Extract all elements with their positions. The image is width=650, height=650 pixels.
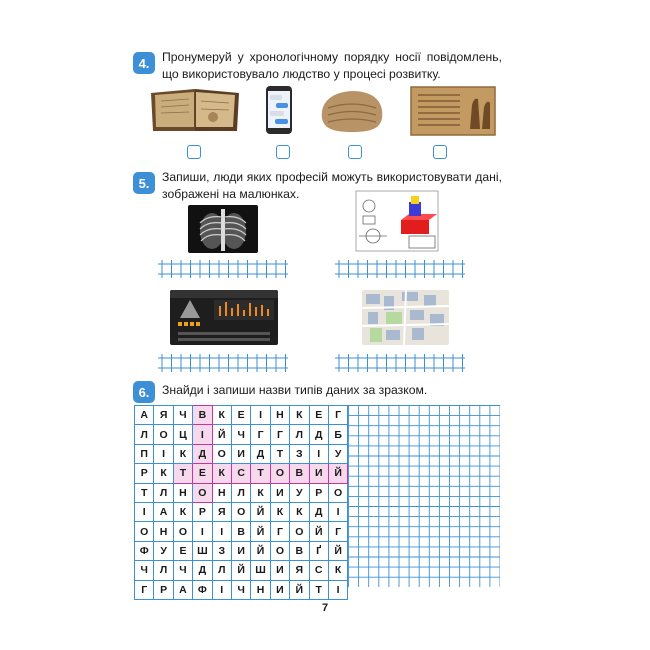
word-grid-cell: С bbox=[231, 464, 250, 483]
order-checkbox-4[interactable] bbox=[433, 145, 447, 159]
word-grid-cell: Й bbox=[328, 541, 347, 560]
word-grid-cell: Й bbox=[309, 522, 328, 541]
word-grid-cell: З bbox=[290, 444, 309, 463]
word-grid-cell: Г bbox=[270, 522, 289, 541]
word-grid-cell: И bbox=[231, 541, 250, 560]
word-grid-cell: Й bbox=[212, 425, 231, 444]
word-grid-cell: Д bbox=[309, 425, 328, 444]
word-grid-cell: Р bbox=[135, 464, 154, 483]
word-grid-cell: Ф bbox=[135, 541, 154, 560]
clay-tablet-image bbox=[318, 88, 386, 134]
word-grid-row bbox=[135, 580, 348, 599]
page-number: 7 bbox=[321, 602, 329, 614]
word-grid-cell: І bbox=[328, 502, 347, 521]
word-grid-cell: Т bbox=[309, 580, 328, 599]
x-ray-image bbox=[188, 205, 258, 253]
word-grid-cell: К bbox=[154, 464, 173, 483]
word-grid-cell: І bbox=[212, 580, 231, 599]
word-grid-cell: И bbox=[309, 464, 328, 483]
word-grid-cell: О bbox=[290, 522, 309, 541]
word-grid-cell: Д bbox=[193, 561, 212, 580]
word-grid-cell: Г bbox=[270, 425, 289, 444]
word-grid-cell: Д bbox=[251, 444, 270, 463]
word-grid-cell: А bbox=[135, 406, 154, 425]
word-grid-cell: Я bbox=[212, 502, 231, 521]
word-grid-cell: Л bbox=[154, 561, 173, 580]
word-grid-cell: Т bbox=[251, 464, 270, 483]
word-grid-cell: Г bbox=[251, 425, 270, 444]
word-grid-cell: У bbox=[154, 541, 173, 560]
task-4-text: Пронумеруй у хронологічному порядку носії повідомлень, що використовувало людство у процесі розвитку. bbox=[162, 50, 502, 81]
word-grid-cell: Д bbox=[193, 444, 212, 463]
word-grid-cell: Ч bbox=[231, 580, 250, 599]
task-5-text: Запиши, люди яких професій можуть використовувати дані, зображені на малюнках. bbox=[162, 170, 502, 201]
answer-strip-2[interactable] bbox=[335, 260, 465, 278]
word-grid-cell: Ч bbox=[135, 561, 154, 580]
word-grid-cell: А bbox=[173, 580, 192, 599]
word-grid-cell: І bbox=[135, 502, 154, 521]
word-grid-cell: К bbox=[251, 483, 270, 502]
word-grid-cell: С bbox=[309, 561, 328, 580]
word-grid-cell: Й bbox=[251, 541, 270, 560]
word-grid-row bbox=[135, 502, 348, 521]
word-grid-cell: Е bbox=[193, 464, 212, 483]
word-grid-cell: Е bbox=[309, 406, 328, 425]
word-grid-row bbox=[135, 464, 348, 483]
word-grid-cell: К bbox=[290, 502, 309, 521]
word-grid-cell: Й bbox=[231, 561, 250, 580]
word-grid-cell: О bbox=[270, 464, 289, 483]
order-checkbox-2[interactable] bbox=[276, 145, 290, 159]
word-grid-cell: Л bbox=[290, 425, 309, 444]
word-grid-cell: И bbox=[231, 444, 250, 463]
word-grid-cell: Т bbox=[135, 483, 154, 502]
word-grid-cell: Е bbox=[231, 406, 250, 425]
word-grid-cell: Б bbox=[328, 425, 347, 444]
word-grid-cell: Р bbox=[309, 483, 328, 502]
word-grid-cell: К bbox=[328, 561, 347, 580]
word-grid-cell: Ш bbox=[251, 561, 270, 580]
word-grid-cell: Н bbox=[173, 483, 192, 502]
word-grid-cell: Ф bbox=[193, 580, 212, 599]
word-grid-cell: В bbox=[290, 464, 309, 483]
word-grid-cell: В bbox=[290, 541, 309, 560]
word-grid-cell: І bbox=[193, 522, 212, 541]
word-grid-cell: Т bbox=[173, 464, 192, 483]
word-grid-cell: Ч bbox=[173, 561, 192, 580]
word-grid-cell: Н bbox=[270, 406, 289, 425]
task-5-number-badge: 5. bbox=[133, 172, 155, 194]
word-grid-cell: Ч bbox=[173, 406, 192, 425]
word-grid-cell: З bbox=[212, 541, 231, 560]
word-grid-cell: Ґ bbox=[309, 541, 328, 560]
word-grid-cell: І bbox=[154, 444, 173, 463]
word-grid-cell: Я bbox=[290, 561, 309, 580]
word-grid-cell: О bbox=[212, 444, 231, 463]
word-grid-row bbox=[135, 522, 348, 541]
word-grid-cell: І bbox=[212, 522, 231, 541]
word-grid-row bbox=[135, 561, 348, 580]
word-grid-cell: Й bbox=[251, 522, 270, 541]
word-grid-row bbox=[135, 541, 348, 560]
task-6-text: Знайди і запиши назви типів даних за зразком. bbox=[162, 383, 428, 397]
word-grid-cell: Л bbox=[212, 561, 231, 580]
word-grid-cell: Е bbox=[173, 541, 192, 560]
smartphone-image bbox=[265, 85, 293, 135]
word-grid-cell: К bbox=[270, 502, 289, 521]
word-grid-cell: Р bbox=[154, 580, 173, 599]
word-grid-cell: Я bbox=[154, 406, 173, 425]
word-grid-cell: И bbox=[270, 580, 289, 599]
word-grid-cell: І bbox=[193, 425, 212, 444]
word-grid-cell: К bbox=[212, 406, 231, 425]
word-grid-cell: К bbox=[173, 502, 192, 521]
word-grid-cell: І bbox=[309, 444, 328, 463]
word-grid-cell: Д bbox=[309, 502, 328, 521]
answer-strip-4[interactable] bbox=[335, 354, 465, 372]
word-grid-cell: Г bbox=[328, 406, 347, 425]
word-grid-cell: И bbox=[270, 483, 289, 502]
word-grid-cell: Й bbox=[251, 502, 270, 521]
word-grid-cell: Н bbox=[251, 580, 270, 599]
word-grid-cell: О bbox=[173, 522, 192, 541]
old-book-image bbox=[149, 85, 241, 135]
word-grid-cell: Г bbox=[135, 580, 154, 599]
word-grid-cell: И bbox=[270, 561, 289, 580]
word-grid-cell: Р bbox=[193, 502, 212, 521]
audio-software-image bbox=[170, 290, 278, 345]
word-grid-cell: Г bbox=[328, 522, 347, 541]
word-grid-cell: О bbox=[231, 502, 250, 521]
word-grid-row bbox=[135, 425, 348, 444]
word-grid-cell: А bbox=[154, 502, 173, 521]
word-grid-cell: К bbox=[173, 444, 192, 463]
word-grid-cell: Й bbox=[328, 464, 347, 483]
word-grid-cell: Ц bbox=[173, 425, 192, 444]
task-4-number-badge: 4. bbox=[133, 52, 155, 74]
papyrus-image bbox=[410, 85, 496, 137]
word-grid-cell: В bbox=[231, 522, 250, 541]
city-map-image bbox=[362, 290, 449, 345]
word-grid-cell: Л bbox=[231, 483, 250, 502]
word-grid-cell: У bbox=[328, 444, 347, 463]
word-grid-cell: Н bbox=[154, 522, 173, 541]
answer-strip-3[interactable] bbox=[158, 354, 288, 372]
word-grid-cell: Й bbox=[290, 580, 309, 599]
word-grid-row bbox=[135, 406, 348, 425]
word-grid-row bbox=[135, 444, 348, 463]
word-grid-cell: О bbox=[193, 483, 212, 502]
word-grid-cell: Л bbox=[135, 425, 154, 444]
word-grid-cell: Ш bbox=[193, 541, 212, 560]
word-grid-row bbox=[135, 483, 348, 502]
word-grid-cell: Н bbox=[212, 483, 231, 502]
technical-drawing-image bbox=[355, 190, 439, 252]
word-grid-cell: І bbox=[328, 580, 347, 599]
order-checkbox-3[interactable] bbox=[348, 145, 362, 159]
word-grid-cell: О bbox=[328, 483, 347, 502]
word-grid-cell: О bbox=[154, 425, 173, 444]
word-grid-cell: Л bbox=[154, 483, 173, 502]
word-grid-cell: У bbox=[290, 483, 309, 502]
answer-writing-grid[interactable] bbox=[348, 405, 500, 587]
word-grid-cell: Ч bbox=[231, 425, 250, 444]
word-grid-cell: К bbox=[290, 406, 309, 425]
task-6-number-badge: 6. bbox=[133, 381, 155, 403]
answer-strip-1[interactable] bbox=[158, 260, 288, 278]
word-grid-cell: К bbox=[212, 464, 231, 483]
word-grid-cell: О bbox=[270, 541, 289, 560]
order-checkbox-1[interactable] bbox=[187, 145, 201, 159]
word-grid-cell: П bbox=[135, 444, 154, 463]
word-grid-cell: В bbox=[193, 406, 212, 425]
word-grid-cell: Т bbox=[270, 444, 289, 463]
word-grid-cell: О bbox=[135, 522, 154, 541]
word-grid-cell: І bbox=[251, 406, 270, 425]
word-search-grid bbox=[134, 405, 348, 600]
